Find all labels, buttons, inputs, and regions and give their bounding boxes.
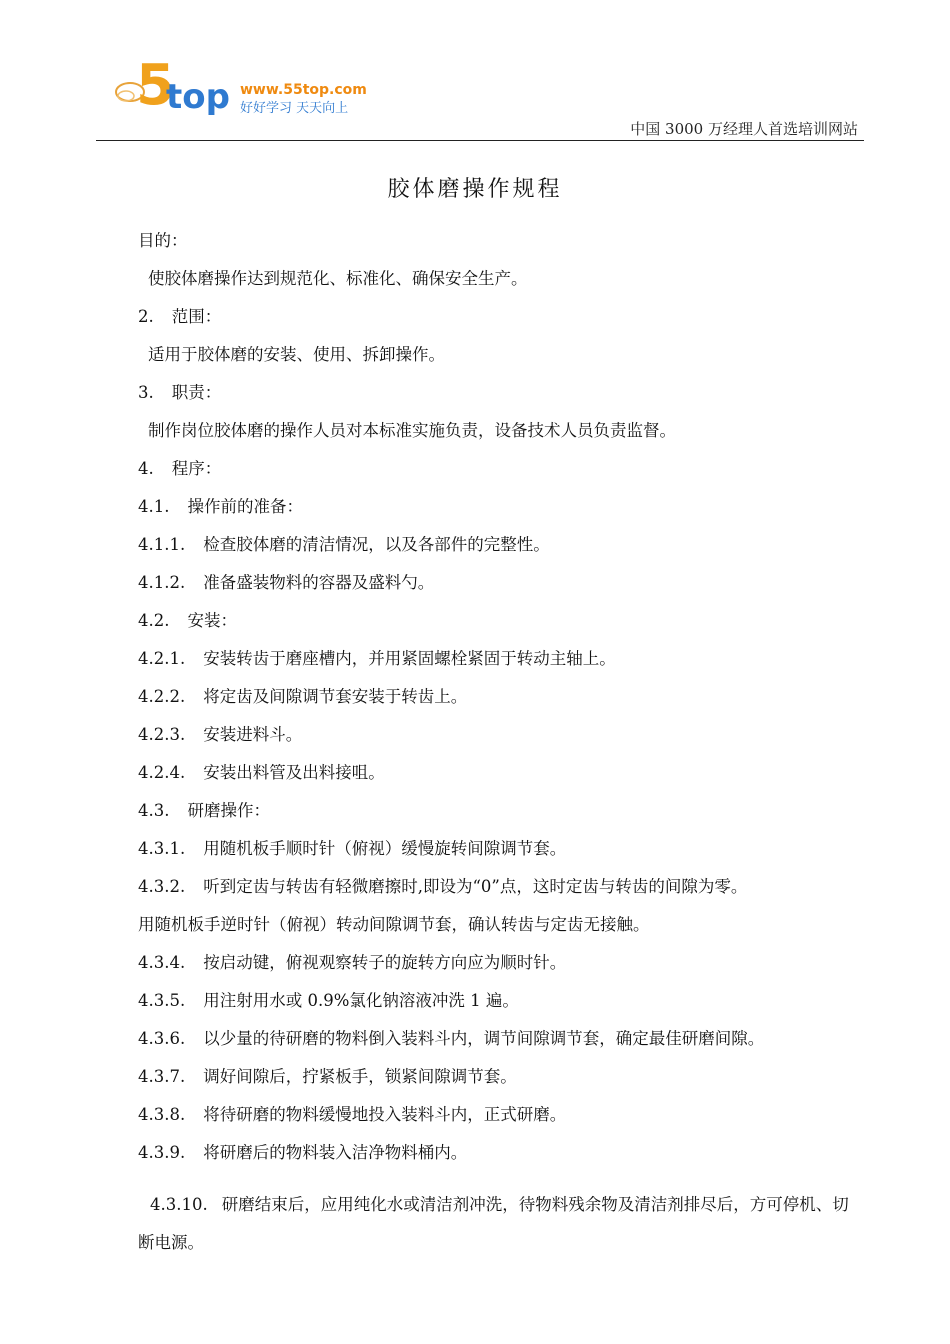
line-text: 调好间隙后，拧紧板手，锁紧间隙调节套。 (203, 1067, 517, 1086)
line-number: 4.2. (138, 611, 170, 630)
logo-url: www.55top.com (240, 82, 367, 98)
doc-line (138, 570, 868, 608)
doc-line (138, 266, 868, 304)
line-number: 4.3.8. (138, 1105, 186, 1124)
line-number: 3. (138, 383, 154, 402)
line-number: 4.3.4. (138, 953, 186, 972)
line-number: 4. (138, 459, 154, 478)
doc-line (138, 380, 868, 418)
line-text: 将研磨后的物料装入洁净物料桶内。 (203, 1143, 468, 1162)
line-text: 操作前的准备： (187, 497, 303, 516)
doc-line (138, 912, 868, 950)
line-number: 4.3.2. (138, 877, 186, 896)
doc-line (138, 988, 868, 1026)
line-text: 检查胶体磨的清洁情况，以及各部件的完整性。 (203, 535, 550, 554)
line-text: 使胶体磨操作达到规范化、标准化、确保安全生产。 (148, 269, 528, 288)
header-divider (96, 140, 864, 141)
doc-line (138, 228, 868, 266)
line-text: 用随机板手顺时针（俯视）缓慢旋转间隙调节套。 (203, 839, 567, 858)
line-text: 听到定齿与转齿有轻微磨擦时,即设为“0”点，这时定齿与转齿的间隙为零。 (203, 877, 748, 896)
line-number: 4.3.9. (138, 1143, 186, 1162)
line-number: 4.3.1. (138, 839, 186, 858)
line-number: 4.3.5. (138, 991, 186, 1010)
doc-line (138, 760, 868, 798)
doc-line (138, 494, 868, 532)
line-text: 研磨操作： (187, 801, 270, 820)
line-number: 4.1.2. (138, 573, 186, 592)
document-title: 胶体磨操作规程 (387, 177, 563, 202)
doc-line (138, 836, 868, 874)
doc-line (138, 684, 868, 722)
line-number: 4.2.1. (138, 649, 186, 668)
doc-line (138, 418, 868, 456)
line-text: 安装出料管及出料接咀。 (203, 763, 385, 782)
line-text: 将定齿及间隙调节套安装于转齿上。 (203, 687, 468, 706)
line-number: 4.3.7. (138, 1067, 186, 1086)
line-text: 以少量的待研磨的物料倒入装料斗内，调节间隙调节套，确定最佳研磨间隙。 (203, 1029, 765, 1048)
document-body (138, 228, 868, 1178)
doc-line (138, 608, 868, 646)
line-text: 安装： (187, 611, 237, 630)
doc-line (138, 722, 868, 760)
doc-line (138, 456, 868, 494)
final-paragraph-number: 4.3.10. (150, 1195, 208, 1214)
line-text: 职责： (171, 383, 222, 402)
doc-line (138, 304, 868, 342)
line-text: 程序： (171, 459, 222, 478)
line-number: 4.1. (138, 497, 170, 516)
doc-line (138, 646, 868, 684)
line-text: 适用于胶体磨的安装、使用、拆卸操作。 (148, 345, 445, 364)
line-number: 4.2.3. (138, 725, 186, 744)
logo-graphic (108, 52, 398, 124)
line-number: 4.2.2. (138, 687, 186, 706)
line-text: 制作岗位胶体磨的操作人员对本标准实施负责，设备技术人员负责监督。 (148, 421, 676, 440)
logo-word: top (166, 77, 230, 117)
doc-line (138, 1140, 868, 1178)
line-text: 用注射用水或 0.9%氯化钠溶液冲洗 1 遍。 (203, 991, 519, 1010)
doc-line (138, 950, 868, 988)
line-text: 目的： (138, 231, 188, 250)
final-paragraph-text: 研磨结束后，应用纯化水或清洁剂冲洗，待物料残余物及清洁剂排尽后，方可停机、切断电源。 (138, 1195, 849, 1252)
line-text: 安装进料斗。 (203, 725, 303, 744)
final-paragraph (138, 1186, 864, 1262)
line-text: 按启动键，俯视观察转子的旋转方向应为顺时针。 (203, 953, 567, 972)
line-number: 4.1.1. (138, 535, 186, 554)
header-tagline: 中国 3000 万经理人首选培训网站 (630, 120, 858, 138)
line-number: 2. (138, 307, 154, 326)
doc-line (138, 1026, 868, 1064)
doc-line (138, 1064, 868, 1102)
site-logo[interactable] (108, 52, 398, 124)
line-text: 用随机板手逆时针（俯视）转动间隙调节套，确认转齿与定齿无接触。 (138, 915, 650, 934)
line-text: 安装转齿于磨座槽内，并用紧固螺栓紧固于转动主轴上。 (203, 649, 616, 668)
line-text: 范围： (171, 307, 222, 326)
doc-line (138, 532, 868, 570)
line-number: 4.2.4. (138, 763, 186, 782)
doc-line (138, 1102, 868, 1140)
line-number: 4.3. (138, 801, 170, 820)
logo-slogan: 好好学习 天天向上 (240, 101, 349, 116)
line-text: 将待研磨的物料缓慢地投入装料斗内，正式研磨。 (203, 1105, 567, 1124)
doc-line (138, 874, 868, 912)
logo-number: 5 (136, 53, 175, 118)
line-number: 4.3.6. (138, 1029, 186, 1048)
doc-line (138, 798, 868, 836)
line-text: 准备盛装物料的容器及盛料勺。 (203, 573, 435, 592)
doc-line (138, 342, 868, 380)
